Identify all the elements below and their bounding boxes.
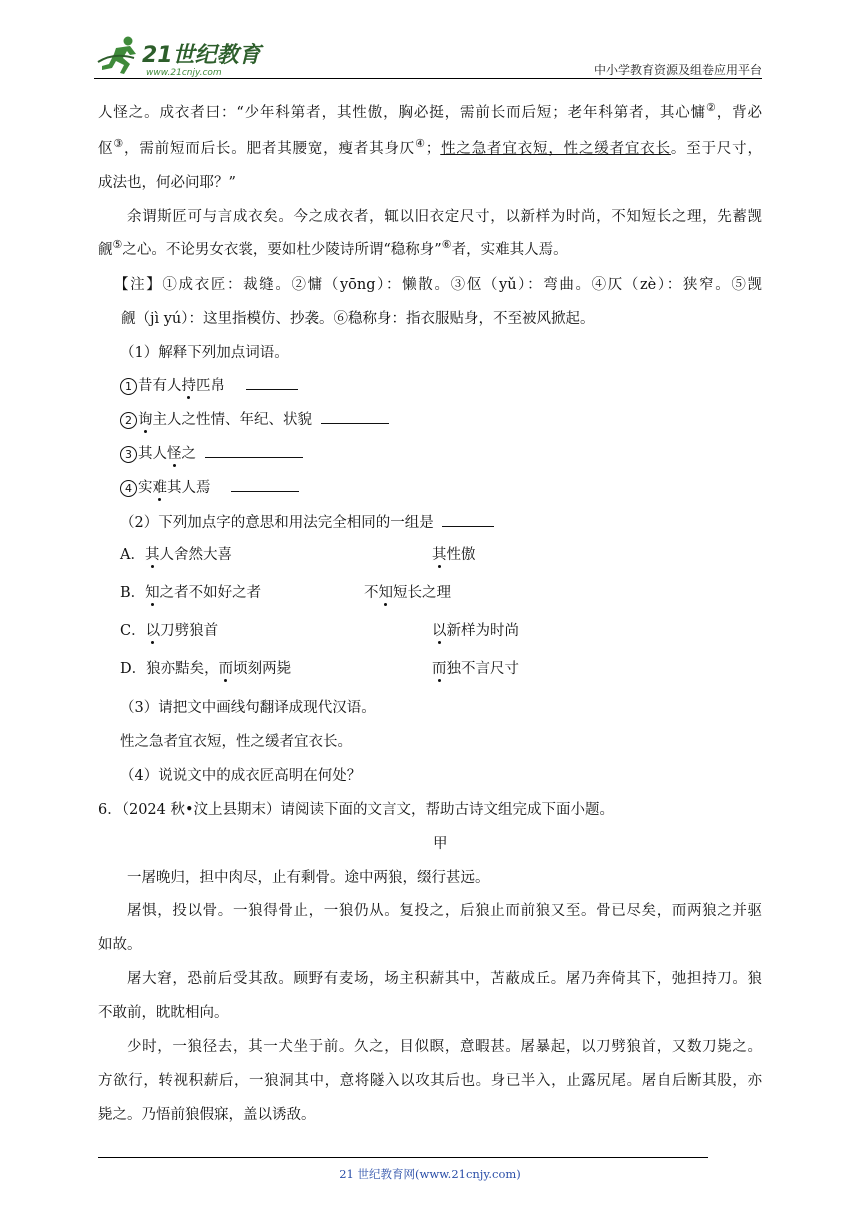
footnote-mark: ⑥ [441,238,452,252]
logo-text: 21世纪教育 [142,43,261,68]
footnote-mark: ③ [113,137,125,151]
text-segment: 人怪之。成衣者曰：“少年科第者，其性傲，胸必挺，需前长而后短；老年科第者，其心慵 [98,105,706,121]
footnote-mark: ④ [415,137,426,151]
text-segment: 匹帛 [196,378,225,394]
q2-title [120,512,494,533]
underlined-sentence: 性之急者宜衣短，性之缓者宜衣长 [440,141,671,157]
dotted-word: 怪 [167,446,182,462]
item-number: 1 [120,378,137,395]
text-segment: 其人焉 [167,480,211,496]
text-segment: 之者不如好之者 [159,585,262,601]
footer-link[interactable]: 21 世纪教育网(www.21cnjy.com) [339,1167,521,1181]
q2-option-b-left [120,583,261,603]
text-segment: 刀劈狼首 [160,623,219,639]
dotted-word: 以 [145,623,161,639]
q2-option-a-right [432,545,476,565]
text-segment: ，背必 [716,105,762,121]
text-segment: 顷刻两毙 [233,661,292,677]
text-segment: 狼亦黠矣， [146,661,219,677]
footnote-mark: ② [705,101,717,115]
text-segment: 者，实难其人焉。 [451,242,568,258]
dotted-word: 难 [152,480,167,496]
section-label: 甲 [433,836,448,852]
q2-option-d-right [432,659,519,679]
dotted-word: 以 [432,623,447,639]
wolf-paragraph-4-line-1: 少时，一狼径去，其一犬坐于前。久之，目似瞑，意暇甚。屠暴起，以刀劈狼首，又数刀毙之。 [127,1039,762,1055]
answer-blank[interactable] [321,409,389,424]
wolf-paragraph-1: 一屠晚归，担中肉尽，止有剩骨。途中两狼，缀行甚远。 [127,870,490,886]
dotted-word: 持 [181,378,196,394]
q4-title: （4）说说文中的成衣匠高明在何处？ [120,768,362,784]
runner-icon [98,37,136,75]
option-label: C． [120,623,146,639]
text-segment: ； [425,141,441,157]
answer-blank[interactable] [205,443,303,458]
footnote-mark: ⑤ [112,238,123,252]
answer-blank[interactable] [246,375,298,390]
option-label: D． [120,661,147,677]
answer-blank[interactable] [442,512,494,527]
item-number: 2 [120,412,137,429]
q2-option-c-right [432,621,519,641]
text-segment: 之 [181,446,196,462]
notes-line-2: 觎（jì yú）：这里指模仿、抄袭。⑥稳称身：指衣服贴身，不至被风掀起。 [121,311,595,327]
text-segment: 其人 [138,446,167,462]
q2-option-d-left [120,659,291,679]
wolf-paragraph-2-line-1: 屠惧，投以骨。一狼得骨止，一狼仍从。复投之，后狼止而前狼又至。骨已尽矣，而两狼之并驱 [127,903,762,919]
header-divider [94,78,762,79]
text-segment: 昔有人 [138,378,182,394]
passage-line-5 [98,240,568,260]
text-segment: 之心。不论男女衣裳，要如杜少陵诗所谓“稳称身” [122,242,442,258]
problem6-title: 6．（2024 秋•汶上县期末）请阅读下面的文言文，帮助古诗文组完成下面小题。 [98,802,615,818]
dotted-word: 其 [144,547,160,563]
dotted-word: 而 [218,661,234,677]
site-logo [94,32,264,78]
passage-line-4: 余谓斯匠可与言成衣矣。今之成衣者，辄以旧衣定尺寸，以新样为时尚，不知短长之理，先蓄觊 [127,209,762,225]
wolf-paragraph-4-line-2: 方欲行，转视积薪后，一狼洞其中，意将隧入以攻其后也。身已半入，止露尻尾。屠自后断其股，亦 [98,1073,762,1089]
logo-url: www.21cnjy.com [146,68,222,78]
dotted-word: 其 [432,547,447,563]
answer-blank[interactable] [231,477,299,492]
q2-option-b-right [364,583,451,603]
text-segment: ，需前短而后长。肥者其腰宽，瘦者其身仄 [124,141,416,157]
dotted-word: 知 [378,585,393,601]
item-number: 4 [120,480,137,497]
dotted-word: 而 [432,661,447,677]
wolf-paragraph-3-line-1: 屠大窘，恐前后受其敌。顾野有麦场，场主积薪其中，苫蔽成丘。屠乃奔倚其下，弛担持刀。狼 [127,971,762,987]
passage-line-3: 成法也，何必问耶？” [98,175,236,191]
q3-sentence: 性之急者宜衣短，性之缓者宜衣长。 [120,734,352,750]
q1-item-2 [120,409,389,430]
text-segment: 实 [138,480,153,496]
text-segment: 性傲 [446,547,476,563]
text-segment: 不 [364,585,379,601]
wolf-paragraph-3-line-2: 不敢前，眈眈相向。 [98,1005,229,1021]
text-segment: 人舍然大喜 [159,547,232,563]
notes-line-1: 【注】①成衣匠：裁缝。②慵（yōng）：懒散。③伛（yǔ）：弯曲。④仄（zè）：狭窄。⑤觊 [114,277,762,293]
q1-item-1 [120,375,298,396]
wolf-paragraph-2-line-2: 如故。 [98,937,142,953]
dotted-word: 知 [145,585,160,601]
q1-item-4 [120,477,299,498]
text-segment: 独不言尺寸 [446,661,519,677]
q3-title: （3）请把文中画线句翻译成现代汉语。 [120,700,376,716]
option-label: A． [120,547,145,563]
text-segment: 觎 [98,242,113,258]
passage-line-2 [98,139,762,159]
item-number: 3 [120,446,137,463]
passage-line-1 [98,103,762,123]
wolf-paragraph-4-line-3: 毙之。乃悟前狼假寐，盖以诱敌。 [98,1107,316,1123]
dotted-word: 询 [138,412,153,428]
text-segment: 短长之理 [393,585,451,601]
page-header [94,28,762,80]
q2-option-a-left [120,545,232,565]
text-segment: 伛 [98,141,114,157]
header-platform-text: 中小学教育资源及组卷应用平台 [593,63,762,77]
footer-divider [98,1157,708,1158]
text-segment: 主人之性情、年纪、状貌 [152,412,312,428]
q1-item-3 [120,443,303,464]
text-segment: 新样为时尚 [446,623,519,639]
q2-option-c-left [120,621,218,641]
text-segment: 。至于尺寸， [670,141,763,157]
q1-title: （1）解释下列加点词语。 [120,345,289,361]
option-label: B． [120,585,146,601]
text-segment: （2）下列加点字的意思和用法完全相同的一组是 [120,515,434,531]
